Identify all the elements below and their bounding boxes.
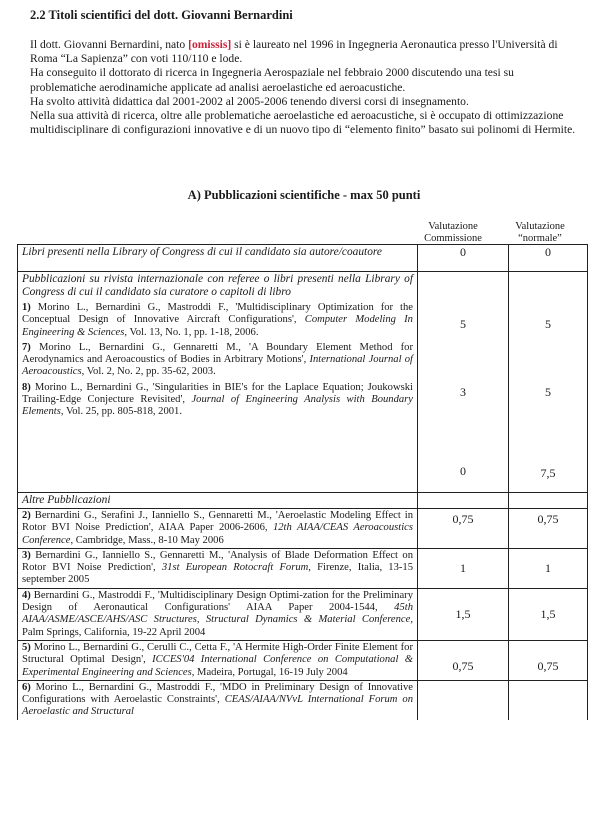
entry-number: 8) [22, 381, 31, 393]
intro-text-span: Il dott. Giovanni Bernardini, nato [30, 38, 189, 51]
intro-paragraph-birth [30, 38, 578, 66]
entry-number: 2) [22, 510, 31, 521]
publication-entry [18, 548, 418, 588]
intro-paragraph-teaching: Ha svolto attività didattica dal 2001-2002 al 2005-2006 tenendo diversi corsi di insegnamento. [30, 94, 469, 108]
intro-paragraph-research: Nella sua attività di ricerca, oltre alle problematiche aeroelastiche ed aeroacustiche, si è occupato di ottimizzazione multidisciplinare di configurazioni innovative e di un nuovo tipo di “elemento finito” basato sui polinomi di Hermite. [30, 109, 576, 137]
empty-cell [509, 493, 588, 509]
score-commissione: 0,75 [418, 640, 509, 680]
entry-venue: CEAS/AIAA/NVvL International Forum on Aeroelastic and Structural [22, 694, 413, 718]
score-normale: 5 [545, 317, 551, 331]
publication-entry [18, 588, 418, 640]
empty-cell [418, 493, 509, 509]
omissis-redaction: [omissis] [188, 38, 232, 51]
publications-table [17, 244, 588, 720]
score-normale: 0,75 [509, 640, 588, 680]
entry-text: Morino L., Bernardini G., Mastroddi F., 'MDO in Preliminary Design of Innovative Configurations with Aeroelastic Constraints', [22, 681, 413, 706]
entry-text: Morino L., Bernardini G., 'Singularities in BIE's for the Laplace Equation; Joukowski Trailing-Edge Conjecture Revisited', [22, 381, 413, 406]
table-row [18, 272, 588, 493]
entry-number: 7) [22, 341, 31, 353]
intro-text [30, 38, 578, 137]
entry-details: , Cambridge, Mass., 8-10 May 2006 [70, 534, 224, 546]
entry-number: 5) [22, 641, 31, 653]
entry-details: , Vol. 25, pp. 805-818, 2001. [60, 406, 182, 418]
entry-number: 3) [22, 549, 31, 561]
score-normale: 1 [509, 548, 588, 588]
intro-paragraph-phd: Ha conseguito il dottorato di ricerca in Ingegneria Aerospaziale nel febbraio 2000 discutendo una tesi su problematiche aerodinamiche applicate ad analisi aeroelastiche ed aeroacustiche. [30, 66, 514, 94]
section-title: 2.2 Titoli scientifici del dott. Giovanni Bernardini [30, 8, 293, 22]
publication-entry [18, 680, 418, 719]
entry-details: , Palm Springs, California, 19-22 April 2004 [22, 614, 413, 638]
column-header-commissione: Valutazione Commissione [424, 221, 482, 244]
score-normale: 0 [509, 245, 588, 272]
entry-details: , Vol. 13, No. 1, pp. 1-18, 2006. [124, 326, 259, 338]
entry-text: Morino L., Bernardini G., Gennaretti M., 'A Boundary Element Method for Aerodynamics and Aeroacoustics of Bodies in Arbitrary Motions', [22, 341, 413, 366]
category-libri: Libri presenti nella Library of Congress di cui il candidato sia autore/coautore [18, 245, 418, 272]
publication-cell-riviste [18, 272, 418, 493]
score-normale: 7,5 [540, 466, 556, 480]
table-row [18, 680, 588, 719]
publications-heading: A) Pubblicazioni scientifiche - max 50 punti [187, 188, 421, 202]
table-row [18, 509, 588, 549]
category-altre: Altre Pubblicazioni [18, 493, 418, 509]
entry-venue: Computer Modeling In Engineering & Sciences [22, 314, 413, 338]
scores-commissione-cell [418, 272, 509, 493]
score-commissione: 0 [460, 464, 466, 478]
publication-entry [22, 302, 413, 339]
entry-text: Bernardini G., Serafini J., Ianniello S., Gennaretti M., 'Aeroelastic Modeling Effect in Rotor BVI Noise Prediction', AIAA Paper 2006-2606, [22, 510, 413, 534]
entry-number: 1) [22, 302, 31, 313]
score-commissione: 5 [460, 317, 466, 331]
table-row [18, 548, 588, 588]
table-row [18, 245, 588, 272]
score-commissione: 0 [418, 245, 509, 272]
entry-number: 4) [22, 589, 31, 601]
score-commissione: 3 [460, 385, 466, 399]
score-normale [509, 680, 588, 719]
publication-entry [18, 640, 418, 680]
score-commissione: 1 [418, 548, 509, 588]
table-row [18, 640, 588, 680]
entry-venue: Journal of Engineering Analysis with Boundary Elements [22, 394, 414, 418]
entry-text: Bernardini G., Mastroddi F., 'Multidisciplinary Design Optimi-zation for the Preliminary Design of Aeronautical Configurations' AIAA Paper 2004-1544, [22, 589, 413, 614]
entry-text: Morino L., Bernardini G., Cerulli C., Cetta F., 'A Hermite High-Order Finite Element for Structural Optimal Design', [22, 641, 413, 666]
table-row [18, 588, 588, 640]
table-row [18, 493, 588, 509]
entry-text: Bernardini G., Ianniello S., Gennaretti M., 'Analysis of Blade Deformation Effect on Rotor BVI Noise Prediction', [22, 549, 413, 574]
column-header-normale: Valutazione “normale” [515, 221, 565, 244]
entry-details: , Madeira, Portugal, 16-19 July 2004 [191, 666, 348, 678]
score-commissione [418, 680, 509, 719]
entry-details: , Vol. 2, No. 2, pp. 35-62, 2003. [81, 366, 216, 378]
entry-venue: International Journal of Aeroacoustics [22, 354, 413, 378]
entry-text: Morino L., Bernardini G., Mastroddi F., 'Multidisciplinary Optimization for the Conceptual Design of Innovative Aircraft Configurations', [22, 302, 413, 326]
entry-number: 6) [22, 681, 31, 693]
score-normale: 5 [545, 385, 551, 399]
publication-entry [22, 382, 413, 419]
publication-entry [18, 509, 418, 549]
entry-details: , Firenze, Italia, 13-15 september 2005 [22, 562, 413, 586]
score-normale: 1,5 [509, 588, 588, 640]
entry-venue: ICCES'04 International Conference on Computational & Experimental Engineering and Sciences [22, 654, 413, 678]
score-commissione: 1,5 [418, 588, 509, 640]
entry-venue: 45th AIAA/ASME/ASCE/AHS/ASC Structures, Structural Dynamics & Material Conference [22, 602, 413, 626]
score-normale: 0,75 [509, 509, 588, 549]
score-commissione: 0,75 [418, 509, 509, 549]
category-riviste: Pubblicazioni su rivista internazionale con referee o libri presenti nella Library of Congress di cui il candidato sia curatore o capitoli di libro [22, 273, 413, 298]
entry-venue: 31st European Rotocraft Forum [161, 562, 309, 574]
entry-venue: 12th AIAA/CEAS Aeroacoustics Conference [22, 522, 413, 546]
intro-text-span: si è laureato nel 1996 in Ingegneria Aeronautica presso l'Università di Roma “La Sapienza” con voti 110/110 e lode. [30, 38, 558, 66]
publication-entry [22, 342, 413, 379]
scores-normale-cell [509, 272, 588, 493]
